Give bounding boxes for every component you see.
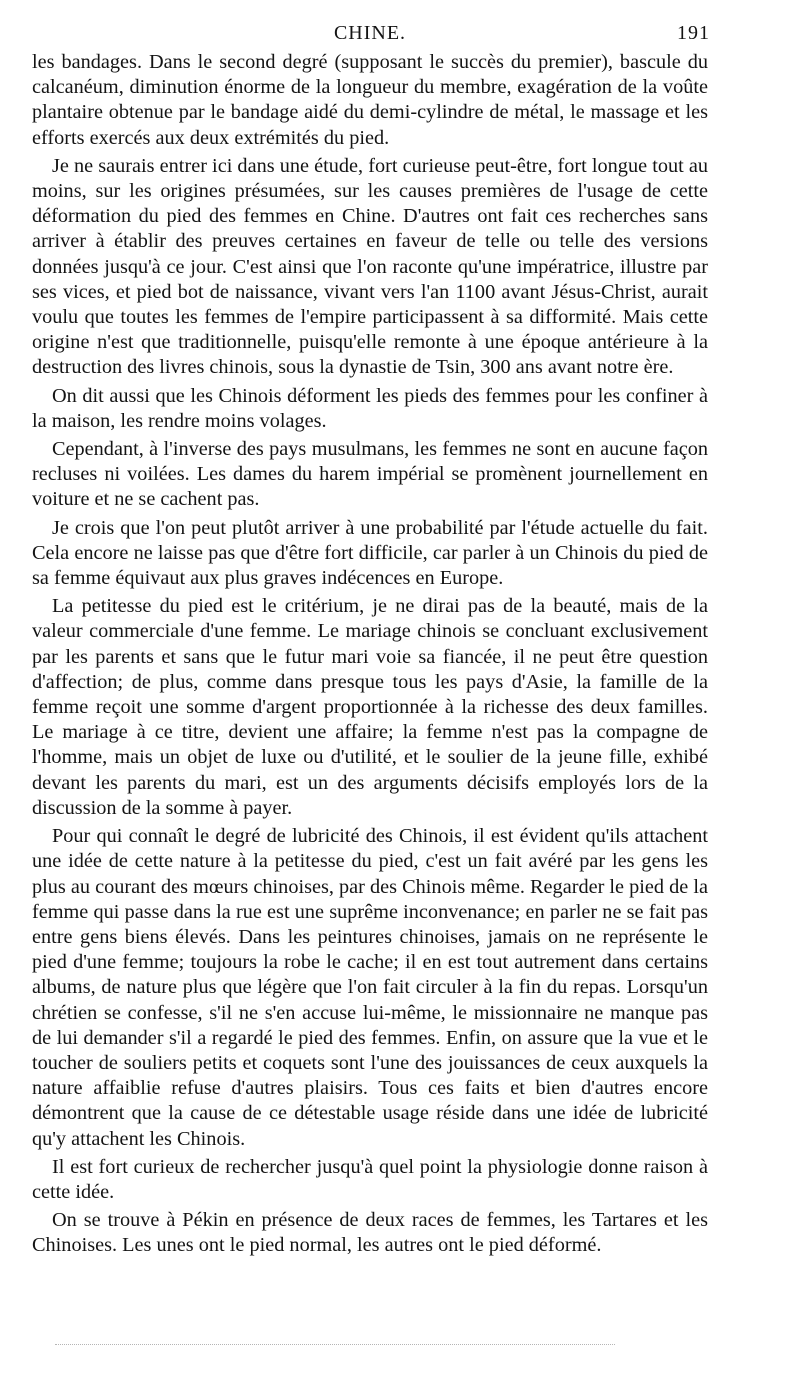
paragraph: On dit aussi que les Chinois déforment les pieds des femmes pour les confiner à la maison, les rendre moins volages. xyxy=(32,384,708,432)
paragraph: Pour qui connaît le degré de lubricité des Chinois, il est évident qu'ils attachent une idée de cette nature à la petitesse du pied, c'est un fait avéré par les gens les plus au courant des mœurs chinoises, par des Chinois même. Regarder le pied de la femme qui passe dans la rue est une suprême inconvenance; en parler ne se fait pas entre gens biens élevés. Dans les peintures chinoises, jamais on ne représente le pied d'une femme; toujours la robe le cache; il en est tout autrement dans certains albums, de nature plus que légère que l'on fait circuler à la fin du repas. Lorsqu'un chrétien se confesse, s'il ne s'en accuse lui-même, le missionnaire ne manque pas de lui demander s'il a regardé le pied des femmes. Enfin, on assure que la vue et le toucher de souliers petits et coquets sont l'une des jouissances de ceux auxquels la nature affaiblie refuse d'autres plaisirs. Tous ces faits et bien d'autres encore démontrent que la cause de ce détestable usage réside dans une idée de lubricité qu'y attachent les Chinois. xyxy=(32,825,708,1150)
book-page xyxy=(32,22,708,1259)
paragraph: Je crois que l'on peut plutôt arriver à une probabilité par l'étude actuelle du fait. Cela encore ne laisse pas que d'être fort difficile, car parler à un Chinois du pied de sa femme équivaut aux plus graves indécences en Europe. xyxy=(32,516,708,590)
paragraph: Cependant, à l'inverse des pays musulmans, les femmes ne sont en aucune façon recluses ni voilées. Les dames du harem impérial se promènent journellement en voiture et ne se cachent pas. xyxy=(32,438,708,511)
paragraph: les bandages. Dans le second degré (supposant le succès du premier), bascule du calcanéum, diminution énorme de la longueur du membre, exagération de la voûte plantaire obtenue par le bandage aidé du demi-cylindre de métal, le massage et les efforts exercés aux deux extrémités du pied. xyxy=(32,51,708,149)
paragraph: On se trouve à Pékin en présence de deux races de femmes, les Tartares et les Chinoises. Les unes ont le pied normal, les autres ont le pied déformé. xyxy=(32,1209,708,1257)
page-number: 191 xyxy=(677,22,710,44)
paragraph: Il est fort curieux de rechercher jusqu'à quel point la physiologie donne raison à cette idée. xyxy=(32,1155,708,1203)
body-text xyxy=(32,50,708,1259)
footer-dotted-rule xyxy=(55,1344,615,1345)
paragraph: Je ne saurais entrer ici dans une étude, fort curieuse peut-être, fort longue tout au moins, sur les origines présumées, sur les causes premières de l'usage de cette déformation du pied des femmes en Chine. D'autres ont fait ces recherches sans arriver à établir des preuves certaines en faveur de telle ou telle des versions données jusqu'à ce jour. C'est ainsi que l'on raconte qu'une impératrice, illustre par ses vices, et pied bot de naissance, vivant vers l'an 1100 avant Jésus-Christ, aurait voulu que toutes les femmes de l'empire participassent à sa difformité. Mais cette origine n'est que traditionnelle, puisqu'elle remonte à une époque antérieure à la destruction des livres chinois, sous la dynastie de Tsin, 300 ans avant notre ère. xyxy=(32,154,708,379)
running-title: CHINE. xyxy=(333,22,407,44)
paragraph: La petitesse du pied est le critérium, je ne dirai pas de la beauté, mais de la valeur commerciale d'une femme. Le mariage chinois se concluant exclusivement par les parents et sans que le futur mari voie sa fiancée, il ne peut être question d'affection; de plus, comme dans presque tous les pays d'Asie, la famille de la femme reçoit une somme d'argent proportionnée à la richesse des deux familles. Le mariage à ce titre, devient une affaire; la femme n'est pas la compagne de l'homme, mais un objet de luxe ou d'utilité, et le soulier de la jeune fille, exhibé devant les parents du mari, est un des arguments décisifs employés lors de la discussion de la somme à payer. xyxy=(32,595,708,819)
page-header xyxy=(32,22,708,50)
